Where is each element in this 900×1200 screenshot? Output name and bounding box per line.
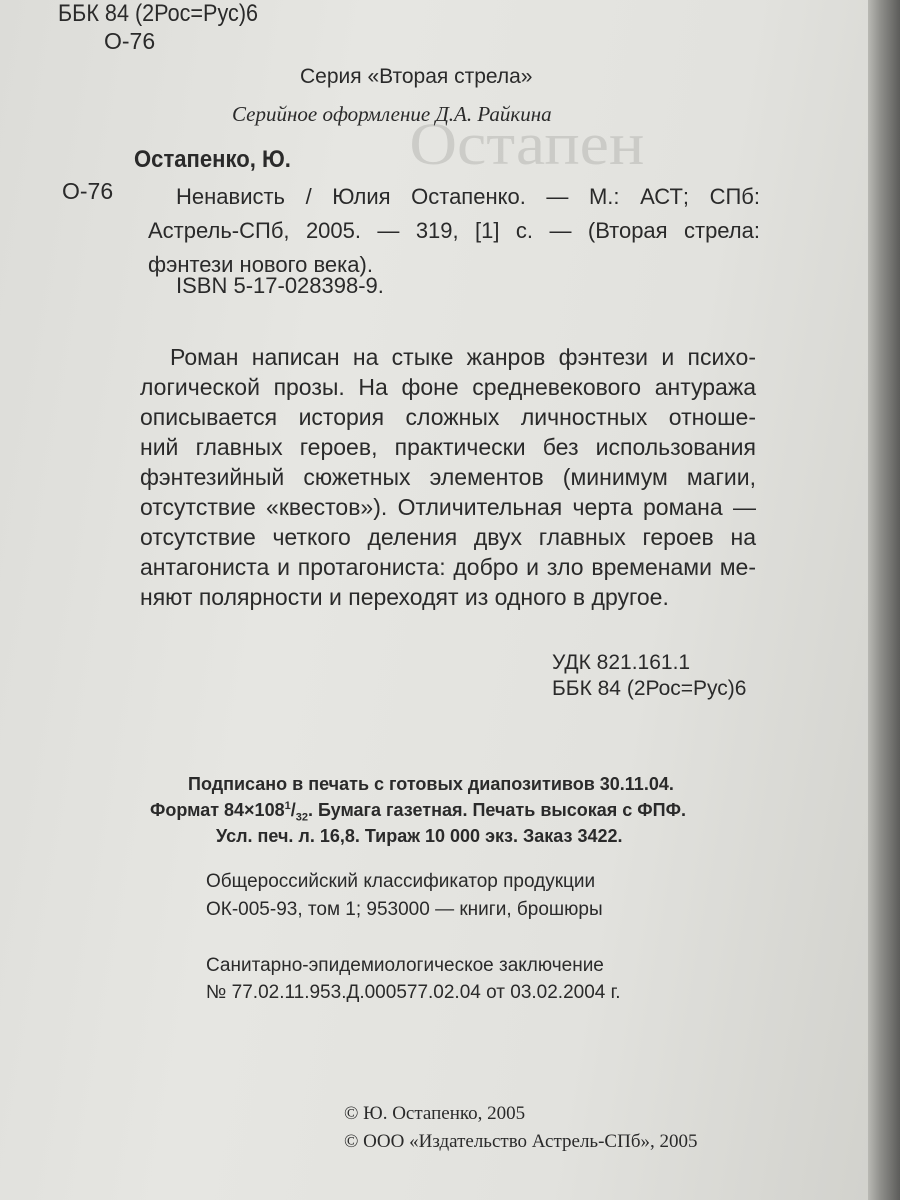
abstract-line: фэнтезийный сюжетных элементов (минимум магии, [140,464,756,490]
classifier-line: ОК-005-93, том 1; 953000 — книги, брошюры [206,899,603,920]
show-through-text: Остапен [409,111,645,177]
isbn: ISBN 5-17-028398-9. [176,273,384,298]
imprint-print-run: Усл. печ. л. 16,8. Тираж 10 000 экз. Заказ 3422. [216,826,623,846]
sanitary-line: Санитарно-эпидемиологическое заключение [206,955,604,976]
copyright-publisher: © ООО «Издательство Астрель-СПб», 2005 [344,1131,698,1152]
abstract-line: логической прозы. На фоне средневекового антуража [140,374,756,400]
abstract-line: антагониста и протагониста: добро и зло временами ме- [140,554,756,580]
sanitary-line: № 77.02.11.953.Д.000577.02.04 от 03.02.2004 г. [206,982,621,1003]
page-edge [868,0,900,1200]
abstract-line: няют полярности и переходят из одного в другое. [140,584,669,610]
bbk-top: ББК 84 (2Рос=Рус)6 [58,0,259,27]
bibliographic-description [148,180,760,282]
format-prefix: Формат 84×108 [150,800,285,820]
abstract [140,342,756,612]
format-fraction-numerator: 1 [284,800,291,812]
biblio-line: Астрель-СПб, 2005. — 319, [1] с. — (Вторая стрела: [148,218,760,243]
index-code-top: О-76 [104,28,156,54]
biblio-line: фэнтези нового века). [148,252,373,277]
abstract-line: отсутствие четкого деления двух главных героев на [140,524,756,550]
biblio-line: Ненависть / Юлия Остапенко. — М.: АСТ; СПб: [176,184,760,209]
abstract-line: Роман написан на стыке жанров фэнтези и психо- [170,344,756,370]
series-design-credit: Серийное оформление Д.А. Райкина [232,102,552,126]
series-name: Серия «Вторая стрела» [300,65,533,88]
index-code: О-76 [62,178,114,204]
abstract-line: отсутствие «квестов»). Отличительная черта романа — [140,494,756,520]
classifier-line: Общероссийский классификатор продукции [206,871,596,892]
abstract-line: описывается история сложных личностных отноше- [140,404,756,430]
copyright-author: © Ю. Остапенко, 2005 [344,1103,526,1124]
author-heading: Остапенко, Ю. [134,146,291,173]
imprint-signed: Подписано в печать с готовых диапозитивов 30.11.04. [188,774,674,794]
format-suffix: . Бумага газетная. Печать высокая с ФПФ. [307,800,686,820]
udk-code: УДК 821.161.1 [552,651,691,674]
bbk-code: ББК 84 (2Рос=Рус)6 [552,677,747,700]
format-fraction-denominator: 32 [295,811,308,824]
imprint-format: Формат $84\times 108^1/_{32}$. Бумага газетная. Печать высокая с ФПФ. [150,800,686,824]
abstract-line: ний главных героев, практически без использования [140,434,756,460]
